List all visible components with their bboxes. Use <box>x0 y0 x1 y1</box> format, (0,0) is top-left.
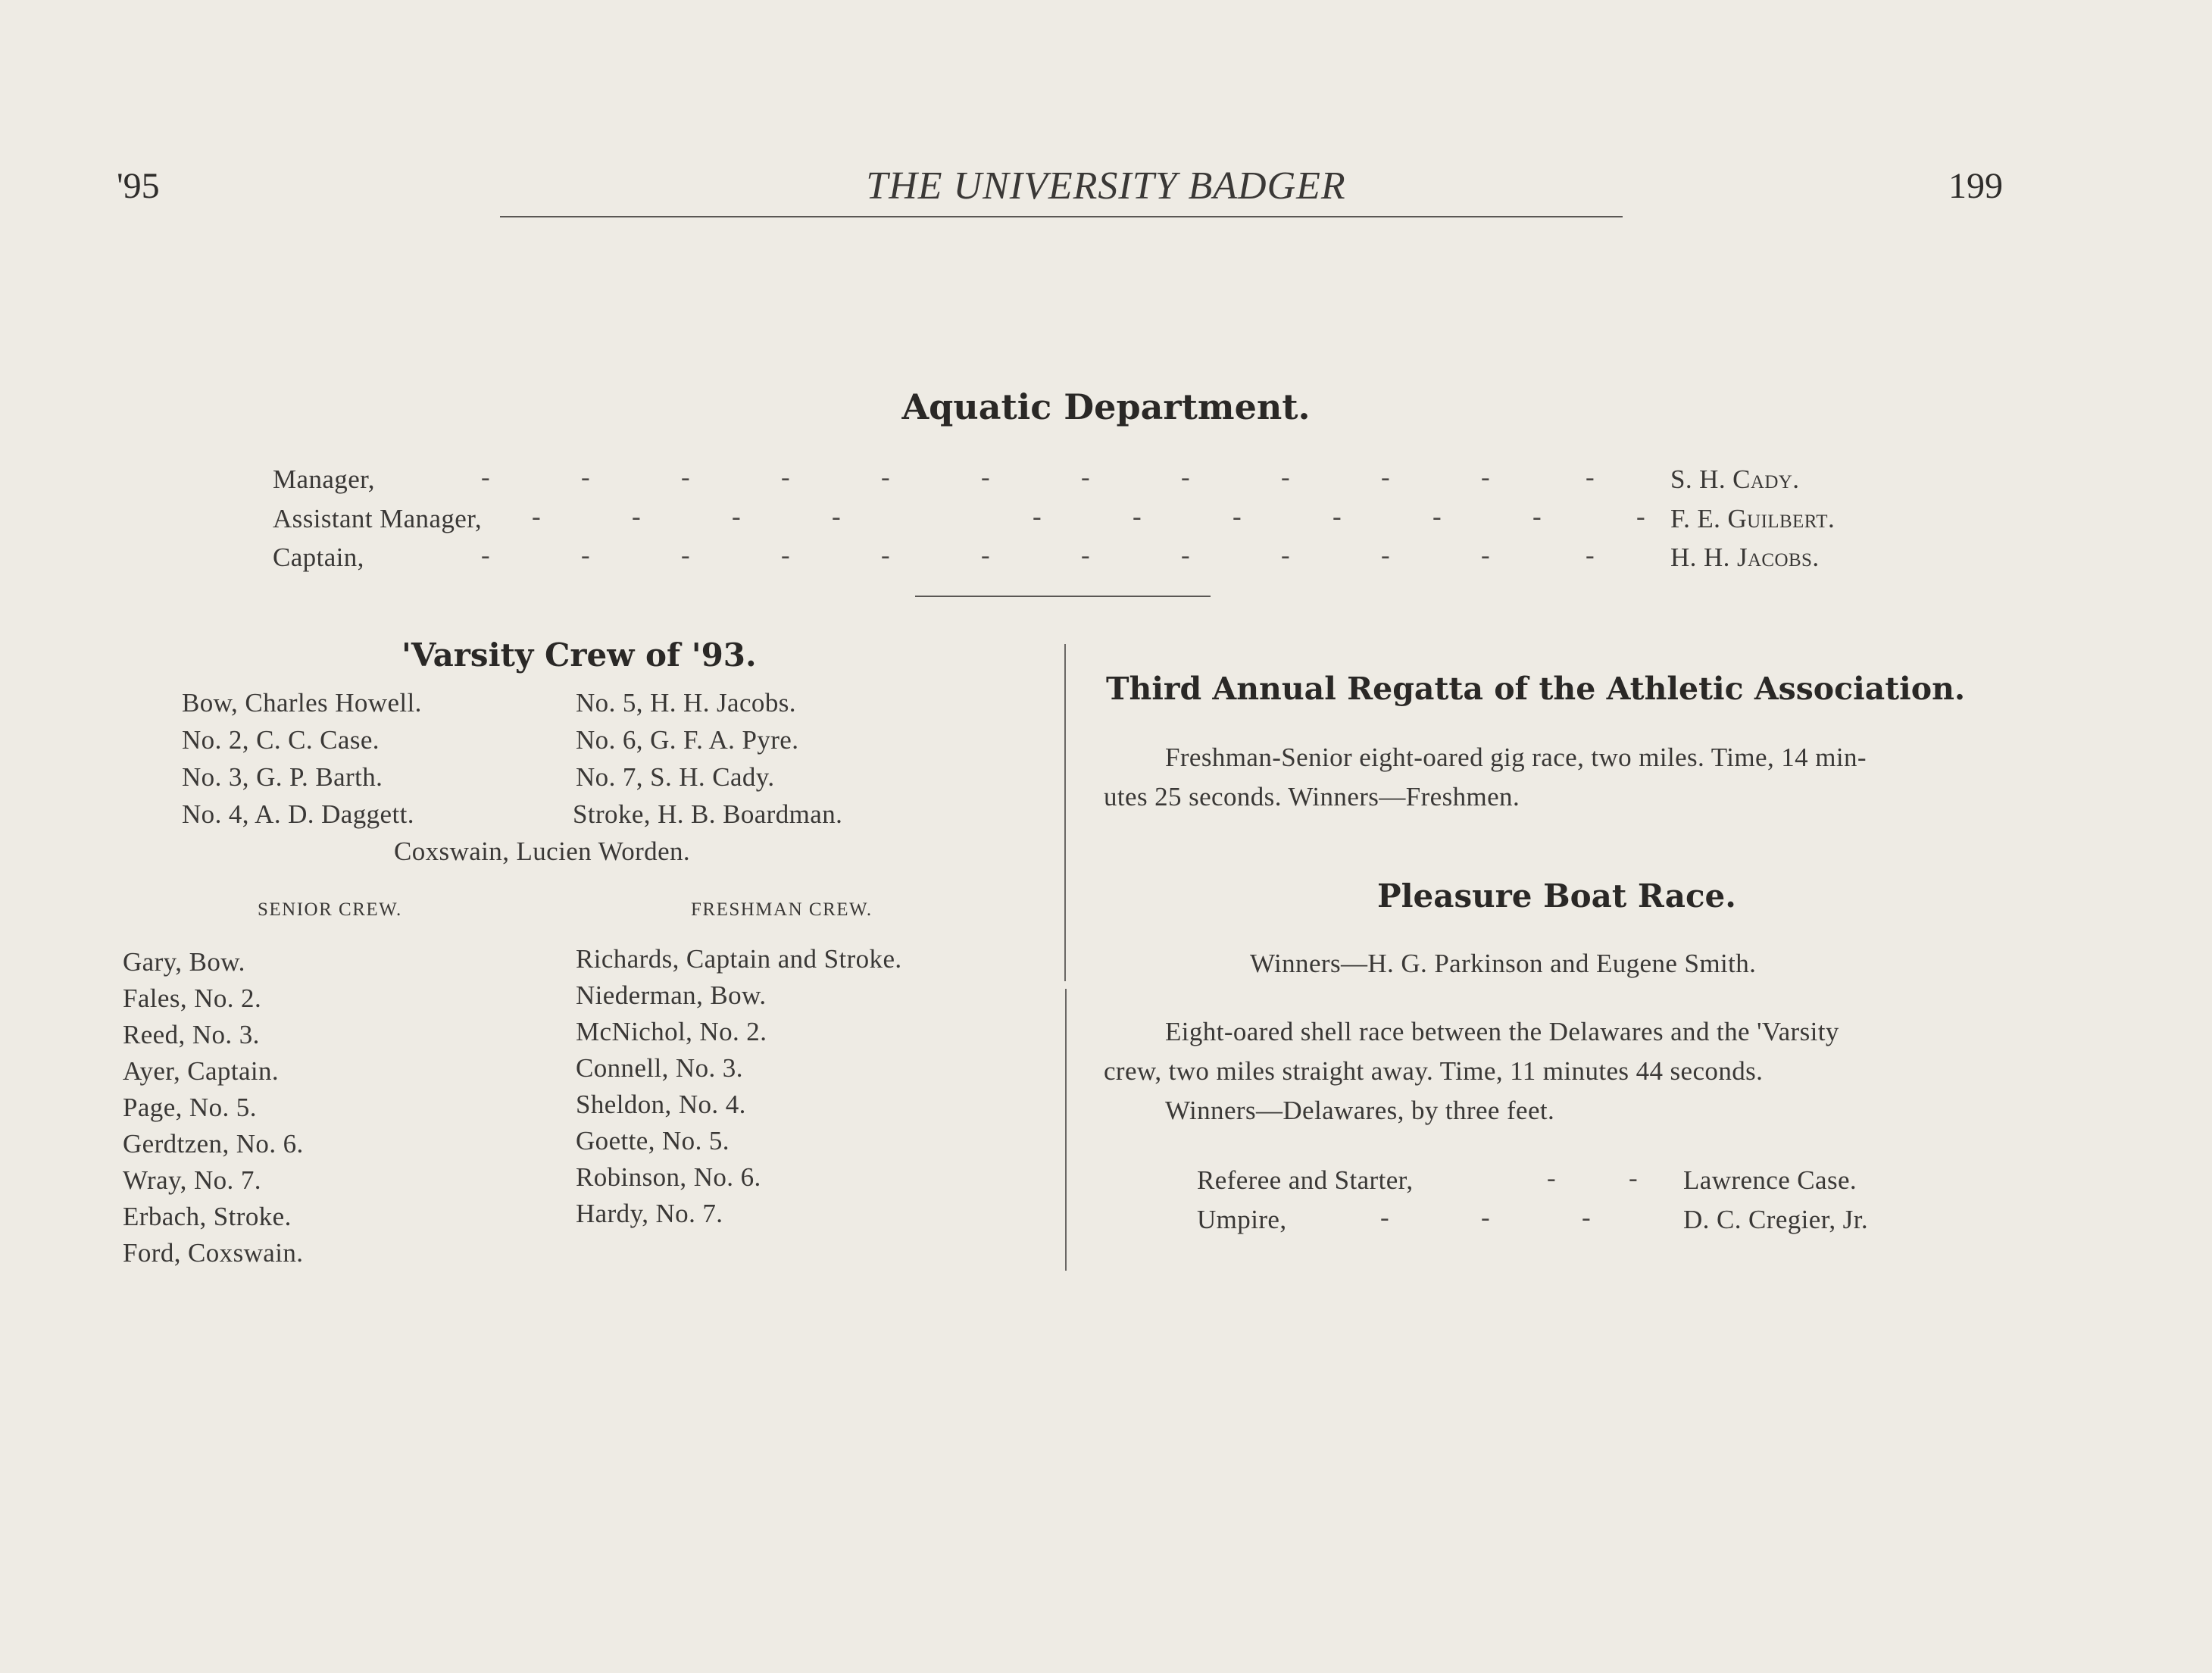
varsity-right-3: No. 7, S. H. Cady. <box>576 762 775 792</box>
freshman-member-6: Goette, No. 5. <box>576 1126 730 1155</box>
page-number: 199 <box>1948 166 2003 206</box>
official-name-referee: Lawrence Case. <box>1683 1165 1857 1195</box>
senior-member-5: Page, No. 5. <box>123 1093 257 1122</box>
freshman-member-3: McNichol, No. 2. <box>576 1017 767 1046</box>
freshman-member-1: Richards, Captain and Stroke. <box>576 944 902 974</box>
column-divider-upper <box>1064 644 1066 981</box>
varsity-left-2: No. 2, C. C. Case. <box>182 725 380 755</box>
column-divider-lower <box>1065 989 1067 1271</box>
senior-member-4: Ayer, Captain. <box>123 1056 280 1086</box>
officer-role-manager: Manager, <box>273 464 375 494</box>
officer-role-captain: Captain, <box>273 543 364 572</box>
freshman-member-2: Niederman, Bow. <box>576 980 767 1010</box>
shell-race-line1: Eight-oared shell race between the Delawares and the 'Varsity <box>1165 1017 1839 1046</box>
official-name-umpire: D. C. Cregier, Jr. <box>1683 1205 1868 1234</box>
senior-member-2: Fales, No. 2. <box>123 983 262 1013</box>
officer-name-assistant-manager: F. E. Guilbert. <box>1670 504 1836 533</box>
header-rule <box>500 216 1623 217</box>
official-role-referee: Referee and Starter, <box>1197 1165 1414 1195</box>
senior-member-6: Gerdtzen, No. 6. <box>123 1129 304 1159</box>
varsity-left-4: No. 4, A. D. Daggett. <box>182 799 414 829</box>
section-divider <box>915 596 1211 597</box>
official-role-umpire: Umpire, <box>1197 1205 1287 1234</box>
senior-member-7: Wray, No. 7. <box>123 1165 261 1195</box>
officer-name-manager: S. H. Cady. <box>1670 464 1800 494</box>
senior-member-8: Erbach, Stroke. <box>123 1202 292 1231</box>
freshman-crew-heading: FRESHMAN CREW. <box>691 899 873 920</box>
freshman-member-7: Robinson, No. 6. <box>576 1162 761 1192</box>
varsity-left-3: No. 3, G. P. Barth. <box>182 762 383 792</box>
varsity-heading: 'Varsity Crew of '93. <box>401 636 757 674</box>
officer-name-captain: H. H. Jacobs. <box>1670 543 1820 572</box>
running-title: THE UNIVERSITY BADGER <box>866 164 1346 208</box>
aquatic-heading: Aquatic Department. <box>901 386 1311 427</box>
senior-member-3: Reed, No. 3. <box>123 1020 260 1049</box>
regatta-heading: Third Annual Regatta of the Athletic Association. <box>1106 671 1966 707</box>
freshman-member-5: Sheldon, No. 4. <box>576 1090 746 1119</box>
shell-race-line3: Winners—Delawares, by three feet. <box>1165 1096 1555 1125</box>
varsity-left-1: Bow, Charles Howell. <box>182 688 422 718</box>
regatta-paragraph-line2: utes 25 seconds. Winners—Freshmen. <box>1104 782 1520 811</box>
varsity-right-4: Stroke, H. B. Boardman. <box>573 799 843 829</box>
varsity-right-1: No. 5, H. H. Jacobs. <box>576 688 796 718</box>
freshman-member-8: Hardy, No. 7. <box>576 1199 723 1228</box>
varsity-right-2: No. 6, G. F. A. Pyre. <box>576 725 799 755</box>
pleasure-winners: Winners—H. G. Parkinson and Eugene Smith. <box>1250 949 1757 978</box>
freshman-member-4: Connell, No. 3. <box>576 1053 743 1083</box>
varsity-coxswain: Coxswain, Lucien Worden. <box>394 836 691 866</box>
header-edition: '95 <box>117 166 160 206</box>
shell-race-line2: crew, two miles straight away. Time, 11 minutes 44 seconds. <box>1104 1056 1764 1086</box>
officer-role-assistant-manager: Assistant Manager, <box>273 504 483 533</box>
pleasure-heading: Pleasure Boat Race. <box>1377 877 1736 915</box>
regatta-paragraph-line1: Freshman-Senior eight-oared gig race, two miles. Time, 14 min- <box>1165 743 1867 772</box>
senior-member-9: Ford, Coxswain. <box>123 1238 304 1268</box>
senior-member-1: Gary, Bow. <box>123 947 245 977</box>
senior-crew-heading: SENIOR CREW. <box>258 899 402 920</box>
